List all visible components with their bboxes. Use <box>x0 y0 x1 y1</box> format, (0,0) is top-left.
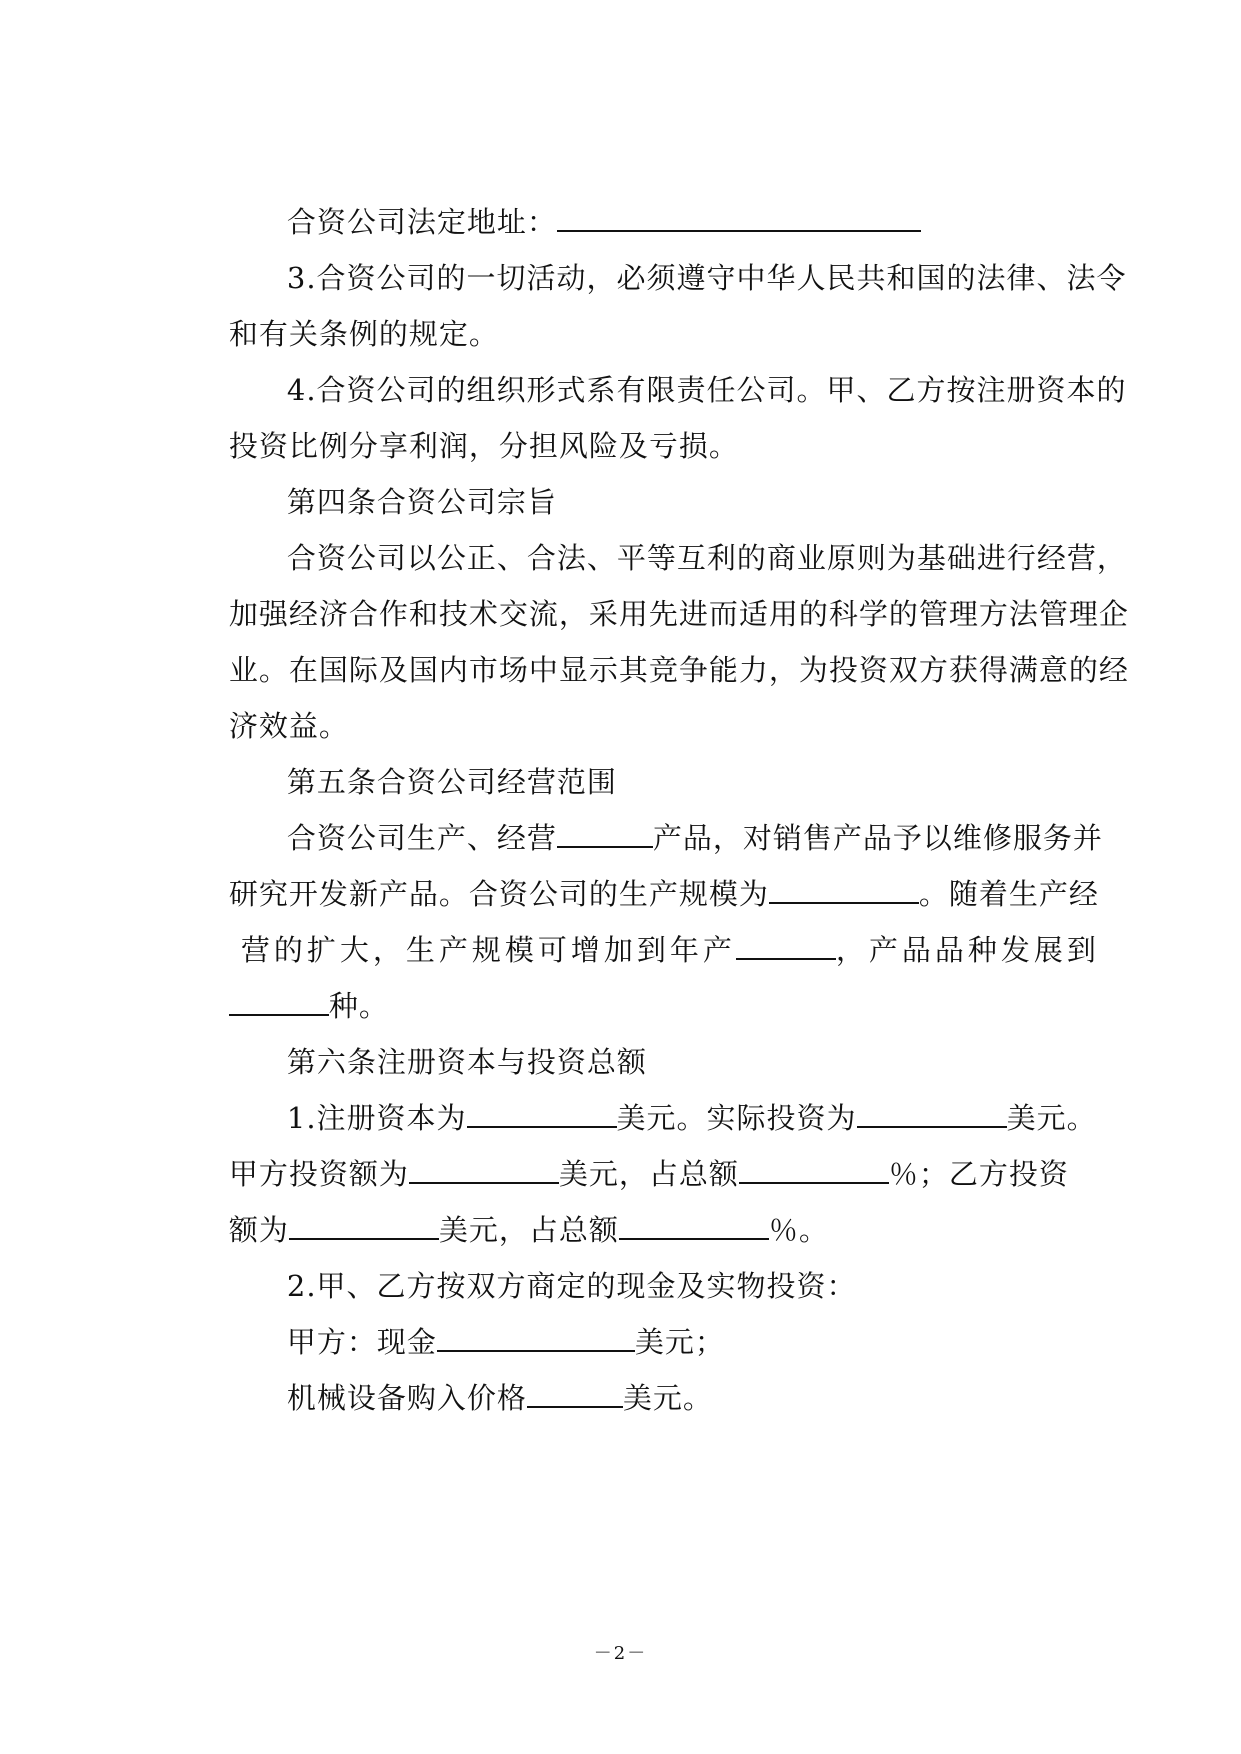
text-segment: 合资公司以公正、合法、平等互利的商业原则为基础进行经营， <box>286 541 1127 575</box>
blank-field <box>527 1378 623 1408</box>
text-segment: 美元，占总额 <box>438 1213 619 1247</box>
text-segment: 。随着生产经 <box>918 877 1099 911</box>
text-segment: 美元。实际投资为 <box>616 1101 857 1135</box>
text-segment: ％。 <box>768 1213 829 1247</box>
text-segment: ，产品品种发展到 <box>835 933 1100 967</box>
text-segment: 第五条合资公司经营范围 <box>286 765 617 799</box>
text-segment: 美元。 <box>622 1381 713 1415</box>
text-segment: 2.甲、乙方按双方商定的现金及实物投资： <box>286 1269 857 1303</box>
text-segment: 业。在国际及国内市场中显示其竞争能力，为投资双方获得满意的经 <box>228 653 1129 687</box>
text-segment: 额为 <box>228 1213 289 1247</box>
text-segment: 甲方：现金 <box>286 1325 437 1359</box>
text-segment: 投资比例分享利润，分担风险及亏损。 <box>228 429 739 463</box>
text-segment: 美元； <box>634 1325 725 1359</box>
text-segment: 营的扩大，生产规模可增加到年产 <box>240 933 736 967</box>
text-segment: 和有关条例的规定。 <box>228 317 499 351</box>
text-segment: 3.合资公司的一切活动，必须遵守中华人民共和国的法律、法令 <box>286 261 1127 295</box>
text-segment: 合资公司法定地址： <box>286 205 557 239</box>
text-segment: 甲方投资额为 <box>228 1157 409 1191</box>
text-segment: 4.合资公司的组织形式系有限责任公司。甲、乙方按注册资本的 <box>286 373 1127 407</box>
text-segment: 1.注册资本为 <box>286 1101 467 1135</box>
text-segment: 研究开发新产品。合资公司的生产规模为 <box>228 877 769 911</box>
text-segment: 美元，占总额 <box>558 1157 739 1191</box>
text-segment: 第六条注册资本与投资总额 <box>286 1045 647 1079</box>
text-segment: 济效益。 <box>228 709 349 743</box>
text-segment: 美元。 <box>1006 1101 1097 1135</box>
text-segment: 种。 <box>328 989 389 1023</box>
text-segment: ％；乙方投资 <box>888 1157 1069 1191</box>
page-number: －2－ <box>593 1643 648 1664</box>
blank-field <box>736 930 836 960</box>
text-segment: 第四条合资公司宗旨 <box>286 485 557 519</box>
text-segment: 加强经济合作和技术交流，采用先进而适用的科学的管理方法管理企 <box>228 597 1129 631</box>
text-segment: 合资公司生产、经营 <box>286 821 557 855</box>
text-segment: 机械设备购入价格 <box>286 1381 527 1415</box>
clause-line <box>246 1338 713 1458</box>
text-segment: 产品，对销售产品予以维修服务并 <box>652 821 1103 855</box>
